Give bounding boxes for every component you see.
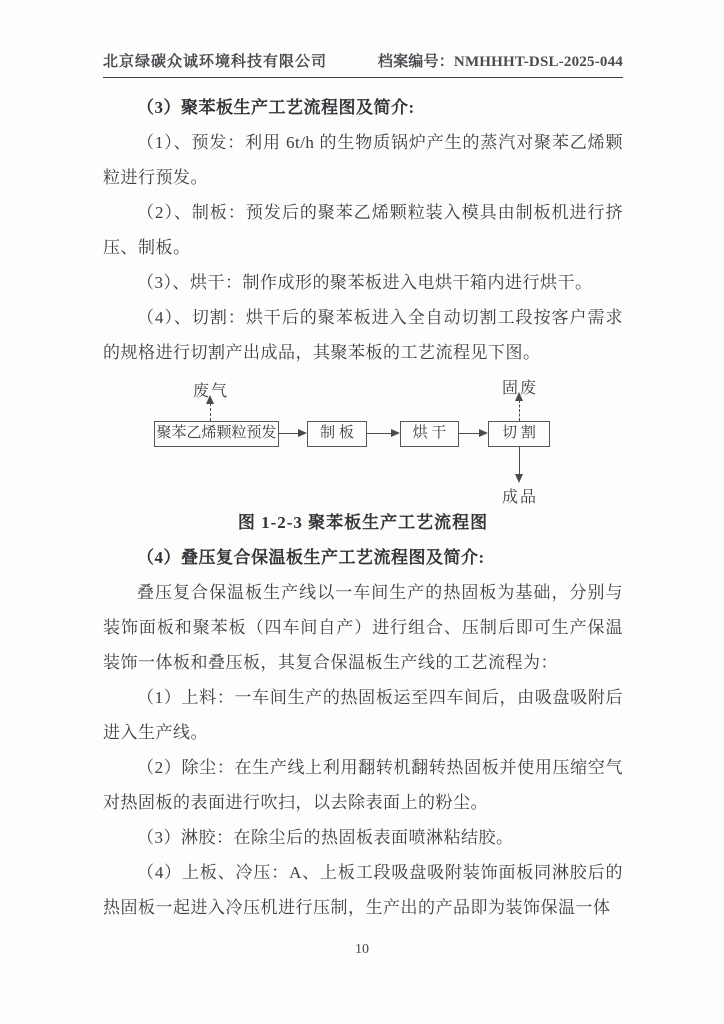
- page-header: [103, 50, 623, 78]
- dashed-arrow-up-waste-gas: [210, 403, 211, 421]
- archive-number: 档案编号：NMHHHT-DSL-2025-044: [377, 54, 623, 70]
- flowchart-box-cutting: 切 割: [488, 421, 550, 447]
- flowchart-label-solid-waste: 固废: [502, 380, 539, 397]
- paragraph-laminated-intro: 叠压复合保温板生产线以一车间生产的热固板为基础，分别与装饰面板和聚苯板（四车间自产）进行组合、压制后即可生产保温装饰一体板和叠压板，其复合保温板生产线的工艺流程为：: [103, 583, 623, 672]
- arrow-prefoam-to-board: [279, 433, 298, 434]
- section-heading-3: （3）聚苯板生产工艺流程图及简介:: [137, 98, 415, 117]
- dashed-arrow-up-solid-waste: [519, 400, 520, 421]
- page-number: 10: [355, 942, 369, 957]
- arrow-down-product: [519, 447, 520, 475]
- flowchart-box-prefoam: 聚苯乙烯颗粒预发: [154, 421, 279, 447]
- section-heading-4: （4）叠压复合保温板生产工艺流程图及简介:: [137, 548, 485, 567]
- document-body: [103, 90, 623, 925]
- process-flowchart: [103, 370, 623, 505]
- paragraph-board-making: （2）、制板：预发后的聚苯乙烯颗粒装入模具由制板机进行挤压、制板。: [103, 203, 623, 257]
- flowchart-box-board-making: 制 板: [307, 421, 367, 447]
- paragraph-drying: （3）、烘干：制作成形的聚苯板进入电烘干箱内进行烘干。: [137, 273, 593, 292]
- paragraph-loading: （1）上料：一车间生产的热固板运至四车间后，由吸盘吸附后进入生产线。: [103, 688, 623, 742]
- flowchart-box-drying: 烘 干: [400, 421, 459, 447]
- company-name: 北京绿碳众诚环境科技有限公司: [103, 54, 328, 70]
- paragraph-glue-spraying: （3）淋胶：在除尘后的热固板表面喷淋粘结胶。: [137, 828, 514, 847]
- paragraph-cutting: （4）、切割：烘干后的聚苯板进入全自动切割工段按客户需求的规格进行切割产出成品，其聚苯板的工艺流程见下图。: [103, 308, 623, 362]
- arrow-drying-to-cutting: [459, 433, 479, 434]
- paragraph-dedusting: （2）除尘：在生产线上利用翻转机翻转热固板并使用压缩空气对热固板的表面进行吹扫，以去除表面上的粉尘。: [103, 758, 623, 812]
- figure-caption: 图 1-2-3 聚苯板生产工艺流程图: [237, 513, 489, 532]
- paragraph-prefoam: （1）、预发：利用 6t/h 的生物质锅炉产生的蒸汽对聚苯乙烯颗粒进行预发。: [103, 133, 623, 187]
- paragraph-cold-pressing: （4）上板、冷压：A、上板工段吸盘吸附装饰面板同淋胶后的热固板一起进入冷压机进行压制，生产出的产品即为装饰保温一体: [103, 863, 623, 917]
- flowchart-label-waste-gas: 废气: [193, 383, 230, 400]
- arrow-board-to-drying: [367, 433, 391, 434]
- flowchart-label-product: 成品: [502, 489, 539, 506]
